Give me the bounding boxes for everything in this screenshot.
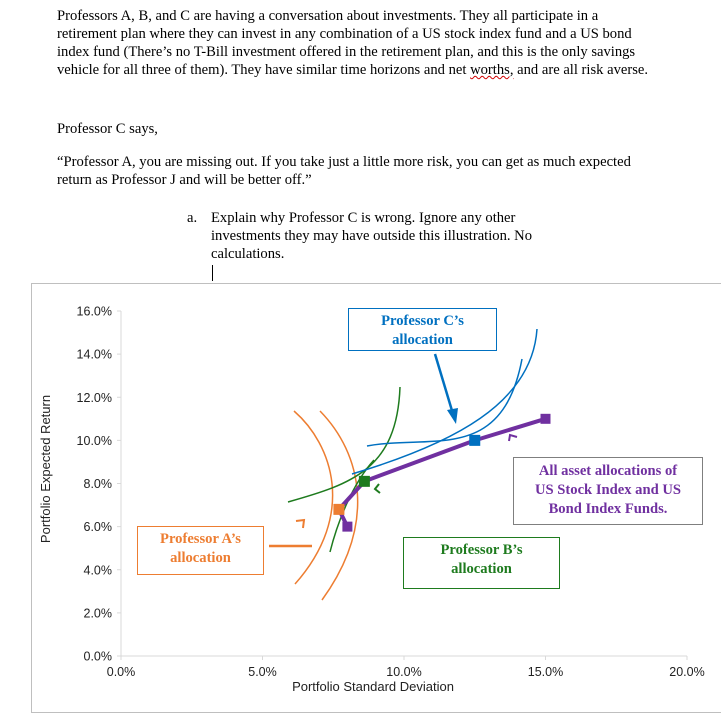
x-tick-group (107, 656, 705, 679)
frontier-callout: All asset allocations of US Stock Index and US Bond Index Funds. (513, 457, 703, 525)
chart-frame[interactable] (31, 283, 721, 713)
professor-b-tick-mark (375, 484, 380, 493)
y-tick-label: 8.0% (83, 477, 112, 491)
x-axis-label: Portfolio Standard Deviation (292, 679, 454, 694)
y-tick-group (77, 305, 121, 664)
professor-c-arrow-head (447, 408, 458, 424)
y-tick-label: 4.0% (83, 563, 112, 578)
intro-paragraph: Professors A, B, and C are having a conversation about investments. They all participate in a retirement plan where they can invest in any combination of a US stock index fund and a US bond index fund (There’s no T-Bill investment offered in the retirement plan, and this is the only savings vehicle for all three of them). They have similar time horizons and net worths, and are all risk averse. (57, 8, 649, 78)
y-tick-label: 16.0% (76, 304, 112, 319)
x-tick-label: 20.0% (669, 665, 705, 679)
x-tick-label: 5.0% (248, 665, 277, 679)
frontier-endpoint-marker (342, 522, 352, 532)
professor-b-callout: Professor B’s allocation (403, 537, 560, 589)
y-tick-label: 0.0% (83, 649, 112, 664)
x-tick-label: 0.0% (106, 665, 136, 679)
professor-c-callout-arrow (435, 354, 453, 414)
professor-c-callout: Professor C’s allocation (348, 308, 497, 351)
professor-a-indifference-curve-1 (294, 411, 333, 584)
y-axis-label: Portfolio Expected Return (38, 394, 53, 544)
callout-arrows (269, 354, 517, 546)
frontier-endpoint-marker (541, 414, 551, 424)
y-tick-label: 14.0% (76, 347, 112, 362)
text-cursor (212, 265, 213, 281)
y-tick-label: 6.0% (83, 520, 112, 535)
question-label: a. (187, 210, 198, 226)
professor-c-tick-mark (509, 435, 517, 441)
y-tick-label: 2.0% (83, 606, 112, 621)
x-tick-label: 10.0% (386, 665, 422, 679)
quote-paragraph: “Professor A, you are missing out. If you take just a little more risk, you can get as much expected return as Professor J and will be better off.” (57, 154, 631, 188)
professor-a-tick-mark (296, 520, 304, 528)
y-tick-label: 12.0% (76, 390, 112, 405)
professor-c-marker (469, 435, 480, 446)
y-tick-label: 10.0% (76, 433, 112, 448)
professor-b-marker (359, 476, 370, 487)
professor-a-marker (333, 504, 344, 515)
professor-a-callout: Professor A’s allocation (137, 526, 264, 575)
spell-flagged-word[interactable]: worths, (470, 62, 514, 78)
speaker-line: Professor C says, (57, 121, 158, 137)
x-tick-label: 15.0% (527, 665, 564, 679)
question-text: Explain why Professor C is wrong. Ignore any other investments they may have outside this illustration. No calculations. (211, 210, 533, 262)
